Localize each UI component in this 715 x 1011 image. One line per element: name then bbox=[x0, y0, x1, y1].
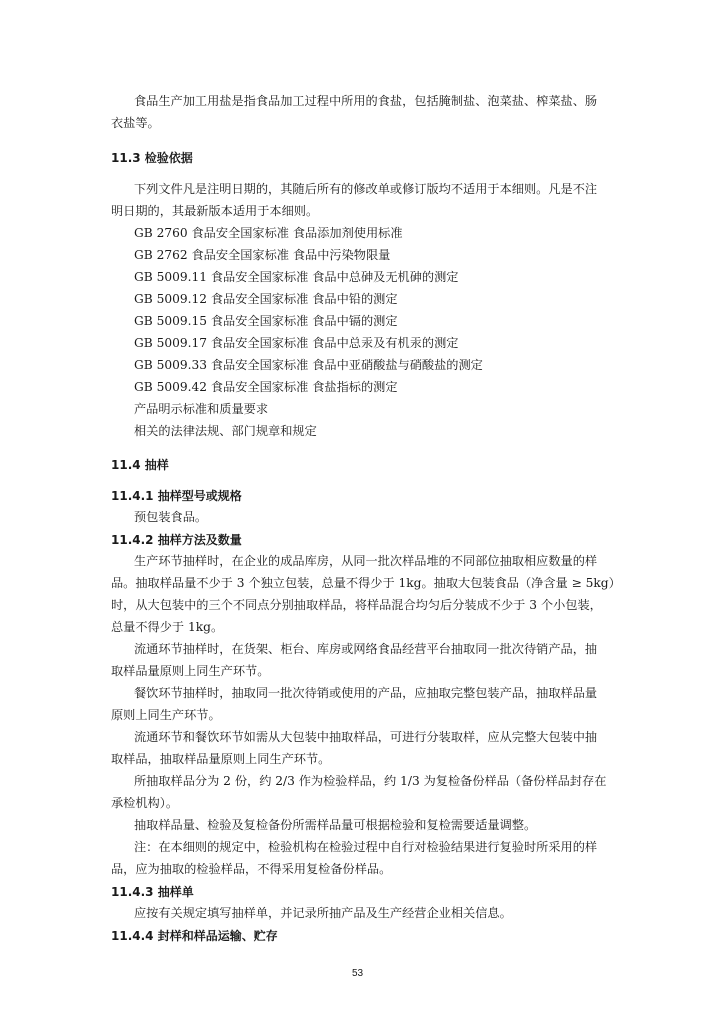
paragraph-line: 流通环节和餐饮环节如需从大包装中抽取样品，可进行分装取样，应从完整大包装中抽 bbox=[134, 730, 598, 744]
reference-item: GB 2762 食品安全国家标准 食品中污染物限量 bbox=[134, 248, 391, 262]
reference-item: GB 5009.11 食品安全国家标准 食品中总砷及无机砷的测定 bbox=[134, 270, 459, 284]
paragraph-line: 时，从大包装中的三个不同点分别抽取样品，将样品混合均匀后分装成不少于 3 个小包装， bbox=[111, 598, 602, 612]
paragraph-line: 所抽取样品分为 2 份，约 2/3 作为检验样品，约 1/3 为复检备份样品（备份样品封存在 bbox=[134, 774, 607, 788]
subsection-11-4-3-heading: 11.4.3 抽样单 bbox=[111, 885, 194, 899]
intro-line-2: 衣盐等。 bbox=[111, 116, 160, 130]
paragraph-line: 取样品量原则上同生产环节。 bbox=[111, 664, 270, 678]
paragraph-line: 原则上同生产环节。 bbox=[111, 708, 221, 722]
subsection-11-4-4-heading: 11.4.4 封样和样品运输、贮存 bbox=[111, 929, 278, 943]
reference-item: GB 5009.33 食品安全国家标准 食品中亚硝酸盐与硝酸盐的测定 bbox=[134, 358, 483, 372]
intro-line-1: 食品生产加工用盐是指食品加工过程中所用的食盐，包括腌制盐、泡菜盐、榨菜盐、肠 bbox=[134, 94, 598, 108]
section-11-3-para-line-1: 下列文件凡是注明日期的，其随后所有的修改单或修订版均不适用于本细则。凡是不注 bbox=[134, 182, 598, 196]
paragraph-line: 取样品，抽取样品量原则上同生产环节。 bbox=[111, 752, 331, 766]
section-11-3-heading: 11.3 检验依据 bbox=[111, 151, 193, 165]
subsection-11-4-1-text: 预包装食品。 bbox=[134, 510, 208, 524]
reference-item: GB 5009.15 食品安全国家标准 食品中镉的测定 bbox=[134, 314, 398, 328]
paragraph-line: 品。抽取样品量不少于 3 个独立包装，总量不得少于 1kg。抽取大包装食品（净含量 ≥ 5kg） bbox=[111, 576, 621, 590]
paragraph-line: 总量不得少于 1kg。 bbox=[111, 620, 224, 634]
subsection-11-4-1-heading: 11.4.1 抽样型号或规格 bbox=[111, 489, 242, 503]
subsection-11-4-2-heading: 11.4.2 抽样方法及数量 bbox=[111, 533, 242, 547]
note-line: 品，应为抽取的检验样品，不得采用复检备份样品。 bbox=[111, 862, 392, 876]
subsection-11-4-3-text: 应按有关规定填写抽样单，并记录所抽产品及生产经营企业相关信息。 bbox=[134, 906, 512, 920]
section-11-3-para-line-2: 明日期的，其最新版本适用于本细则。 bbox=[111, 204, 319, 218]
paragraph-line: 抽取样品量、检验及复检备份所需样品量可根据检验和复检需要适量调整。 bbox=[134, 818, 537, 832]
reference-item: 相关的法律法规、部门规章和规定 bbox=[134, 424, 317, 438]
paragraph-line: 承检机构）。 bbox=[111, 796, 179, 810]
reference-item: GB 5009.17 食品安全国家标准 食品中总汞及有机汞的测定 bbox=[134, 336, 459, 350]
paragraph-line: 流通环节抽样时，在货架、柜台、库房或网络食品经营平台抽取同一批次待销产品，抽 bbox=[134, 642, 598, 656]
page-number: 53 bbox=[351, 968, 364, 979]
reference-item: GB 5009.42 食品安全国家标准 食盐指标的测定 bbox=[134, 380, 398, 394]
reference-item: GB 2760 食品安全国家标准 食品添加剂使用标准 bbox=[134, 226, 403, 240]
paragraph-line: 餐饮环节抽样时，抽取同一批次待销或使用的产品，应抽取完整包装产品，抽取样品量 bbox=[134, 686, 598, 700]
note-line: 注：在本细则的规定中，检验机构在检验过程中自行对检验结果进行复验时所采用的样 bbox=[134, 840, 598, 854]
section-11-4-heading: 11.4 抽样 bbox=[111, 458, 169, 472]
reference-item: 产品明示标准和质量要求 bbox=[134, 402, 269, 416]
paragraph-line: 生产环节抽样时，在企业的成品库房，从同一批次样品堆的不同部位抽取相应数量的样 bbox=[134, 554, 598, 568]
reference-item: GB 5009.12 食品安全国家标准 食品中铅的测定 bbox=[134, 292, 398, 306]
